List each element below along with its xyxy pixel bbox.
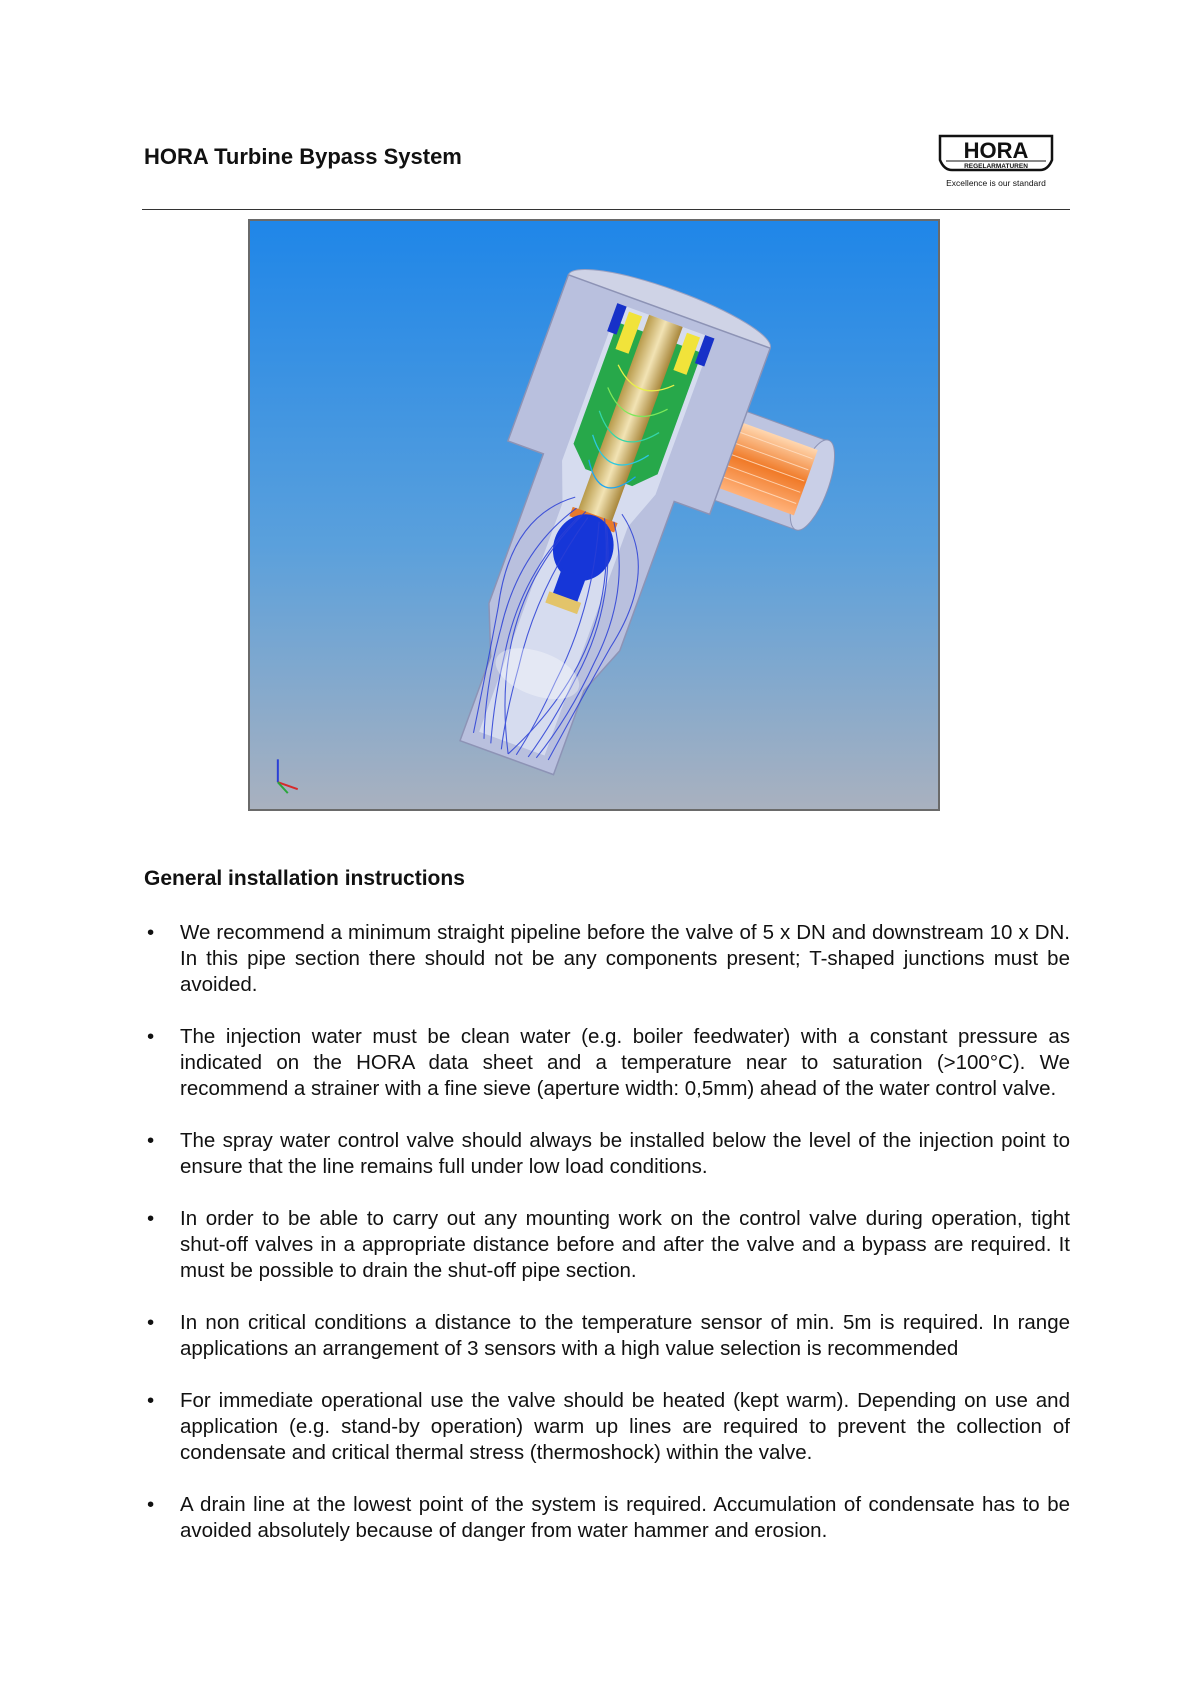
list-item-text: In non critical conditions a distance to the temperature sensor of min. 5m is required. In range applications an arrangement of 3 sensors with a high value selection is recommended: [180, 1311, 1070, 1360]
list-item-text: In order to be able to carry out any mounting work on the control valve during operation, tight shut-off valves in a appropriate distance before and after the valve and a bypass are required. It must be possible to drain the shut-off pipe section.: [180, 1207, 1070, 1282]
logo-wordmark: HORA: [963, 138, 1029, 163]
instruction-list: [144, 920, 1070, 1570]
list-item: [144, 920, 1070, 998]
list-item-text: The injection water must be clean water (e.g. boiler feedwater) with a constant pressure as indicated on the HORA data sheet and a temperature near to saturation (>100°C). We recommend a strainer with a fine sieve (aperture width: 0,5mm) ahead of the water control valve.: [180, 1025, 1070, 1100]
list-item: [144, 1024, 1070, 1102]
list-item-text: A drain line at the lowest point of the system is required. Accumulation of condensate has to be avoided absolutely because of danger from water hammer and erosion.: [180, 1493, 1070, 1542]
list-item-text: For immediate operational use the valve should be heated (kept warm). Depending on use and application (e.g. stand-by operation) warm up lines are required to prevent the collection of condensate and critical thermal stress (thermoshock) within the valve.: [180, 1389, 1070, 1464]
list-item-text: The spray water control valve should always be installed below the level of the injection point to ensure that the line remains full under low load conditions.: [180, 1129, 1070, 1178]
list-item: [144, 1128, 1070, 1180]
list-item: [144, 1492, 1070, 1544]
hora-logo: [936, 130, 1056, 192]
bullet-icon: •: [147, 1311, 155, 1334]
bullet-icon: •: [147, 1025, 155, 1048]
bullet-icon: •: [147, 1493, 155, 1516]
bullet-icon: •: [147, 1389, 155, 1412]
bullet-icon: •: [147, 1129, 155, 1152]
list-item-text: We recommend a minimum straight pipeline before the valve of 5 x DN and downstream 10 x DN. In this pipe section there should not be any components present; T-shaped junctions must be avoided.: [180, 921, 1070, 996]
valve-cfd-illustration: [248, 219, 940, 811]
document-title: HORA Turbine Bypass System: [144, 144, 462, 169]
bullet-icon: •: [147, 1207, 155, 1230]
section-title: General installation instructions: [144, 867, 465, 890]
list-item: [144, 1388, 1070, 1466]
logo-subline: REGELARMATUREN: [964, 163, 1028, 170]
list-item: [144, 1310, 1070, 1362]
bullet-icon: •: [147, 921, 155, 944]
logo-tagline: Excellence is our standard: [946, 178, 1046, 188]
list-item: [144, 1206, 1070, 1284]
header-divider: [142, 209, 1070, 210]
